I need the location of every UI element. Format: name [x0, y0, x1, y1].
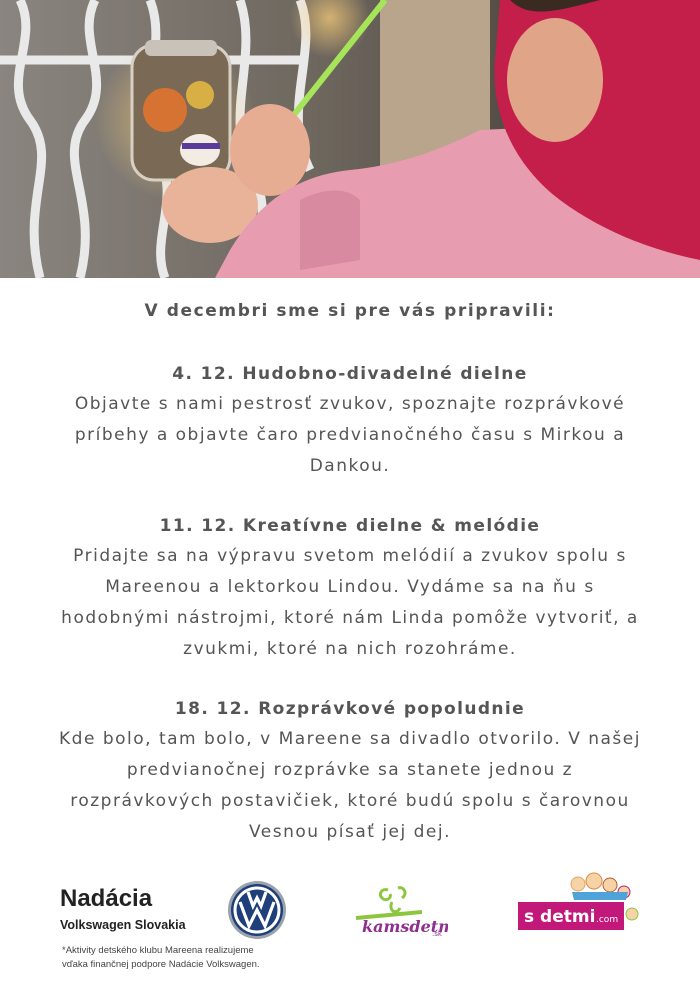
event-title: 4. 12. Hudobno-divadelné dielne [172, 364, 528, 384]
note-line: vďaka finančnej podpore Nadácie Volkswagen. [62, 959, 260, 970]
event-3 [0, 694, 700, 848]
desc-line: Vesnou písať jej dej. [248, 822, 452, 842]
desc-line: Mareenou a lektorkou Lindou. Vydáme sa na ňu s [105, 577, 595, 597]
intro-heading: V decembri sme si pre vás pripravili: [144, 301, 556, 321]
nadacia-volkswagen-logo [60, 886, 186, 934]
desc-line: príbehy a objavte čaro predvianočného času s Mirkou a [74, 425, 626, 445]
vw-logo [227, 880, 287, 944]
event-title: 11. 12. Kreatívne dielne & melódie [159, 516, 541, 536]
header-photo [0, 0, 700, 278]
kamsdetmi-logo-icon [352, 884, 448, 940]
event-description [55, 724, 645, 848]
desc-line: Kde bolo, tam bolo, v Mareene sa divadlo otvorilo. V našej [59, 729, 641, 749]
child-with-lantern-photo [0, 0, 700, 278]
nadacia-title: Nadácia [60, 885, 153, 912]
kamsdetmi-wordmark: kamsdet [362, 917, 439, 936]
vw-logo-icon [227, 880, 287, 940]
funding-note [62, 944, 302, 972]
event-2 [0, 511, 700, 665]
sdetmi-logo [516, 872, 642, 940]
desc-line: rozprávkových postavičiek, ktoré budú spolu s čarovnou [70, 791, 630, 811]
event-title: 18. 12. Rozprávkové popoludnie [174, 699, 526, 719]
sdetmi-wordmark: s detmi [524, 907, 596, 927]
footer-logos [0, 868, 700, 990]
note-line: *Aktivity detského klubu Mareena realizujeme [62, 945, 254, 956]
desc-line: hodobnými nástrojmi, ktoré nám Linda pomôže vytvoriť, a [61, 608, 639, 628]
desc-line: Dankou. [309, 456, 391, 476]
main-content [0, 296, 700, 848]
desc-line: predvianočnej rozprávke sa stanete jednou z [126, 760, 574, 780]
desc-line: Objavte s nami pestrosť zvukov, spoznajte rozprávkové [74, 394, 626, 414]
event-description [55, 389, 645, 482]
desc-line: zvukmi, ktoré na nich rozohráme. [183, 639, 517, 659]
kamsdetmi-suffix: .sk [432, 930, 442, 938]
desc-line: Pridajte sa na výpravu svetom melódií a zvukov spolu s [73, 546, 627, 566]
event-1 [0, 359, 700, 482]
event-description [55, 541, 645, 665]
nadacia-subtitle: Volkswagen Slovakia [60, 918, 186, 932]
kamsdetmi-logo [352, 884, 448, 944]
sdetmi-logo-icon [516, 872, 642, 936]
sdetmi-suffix: .com [596, 915, 619, 925]
